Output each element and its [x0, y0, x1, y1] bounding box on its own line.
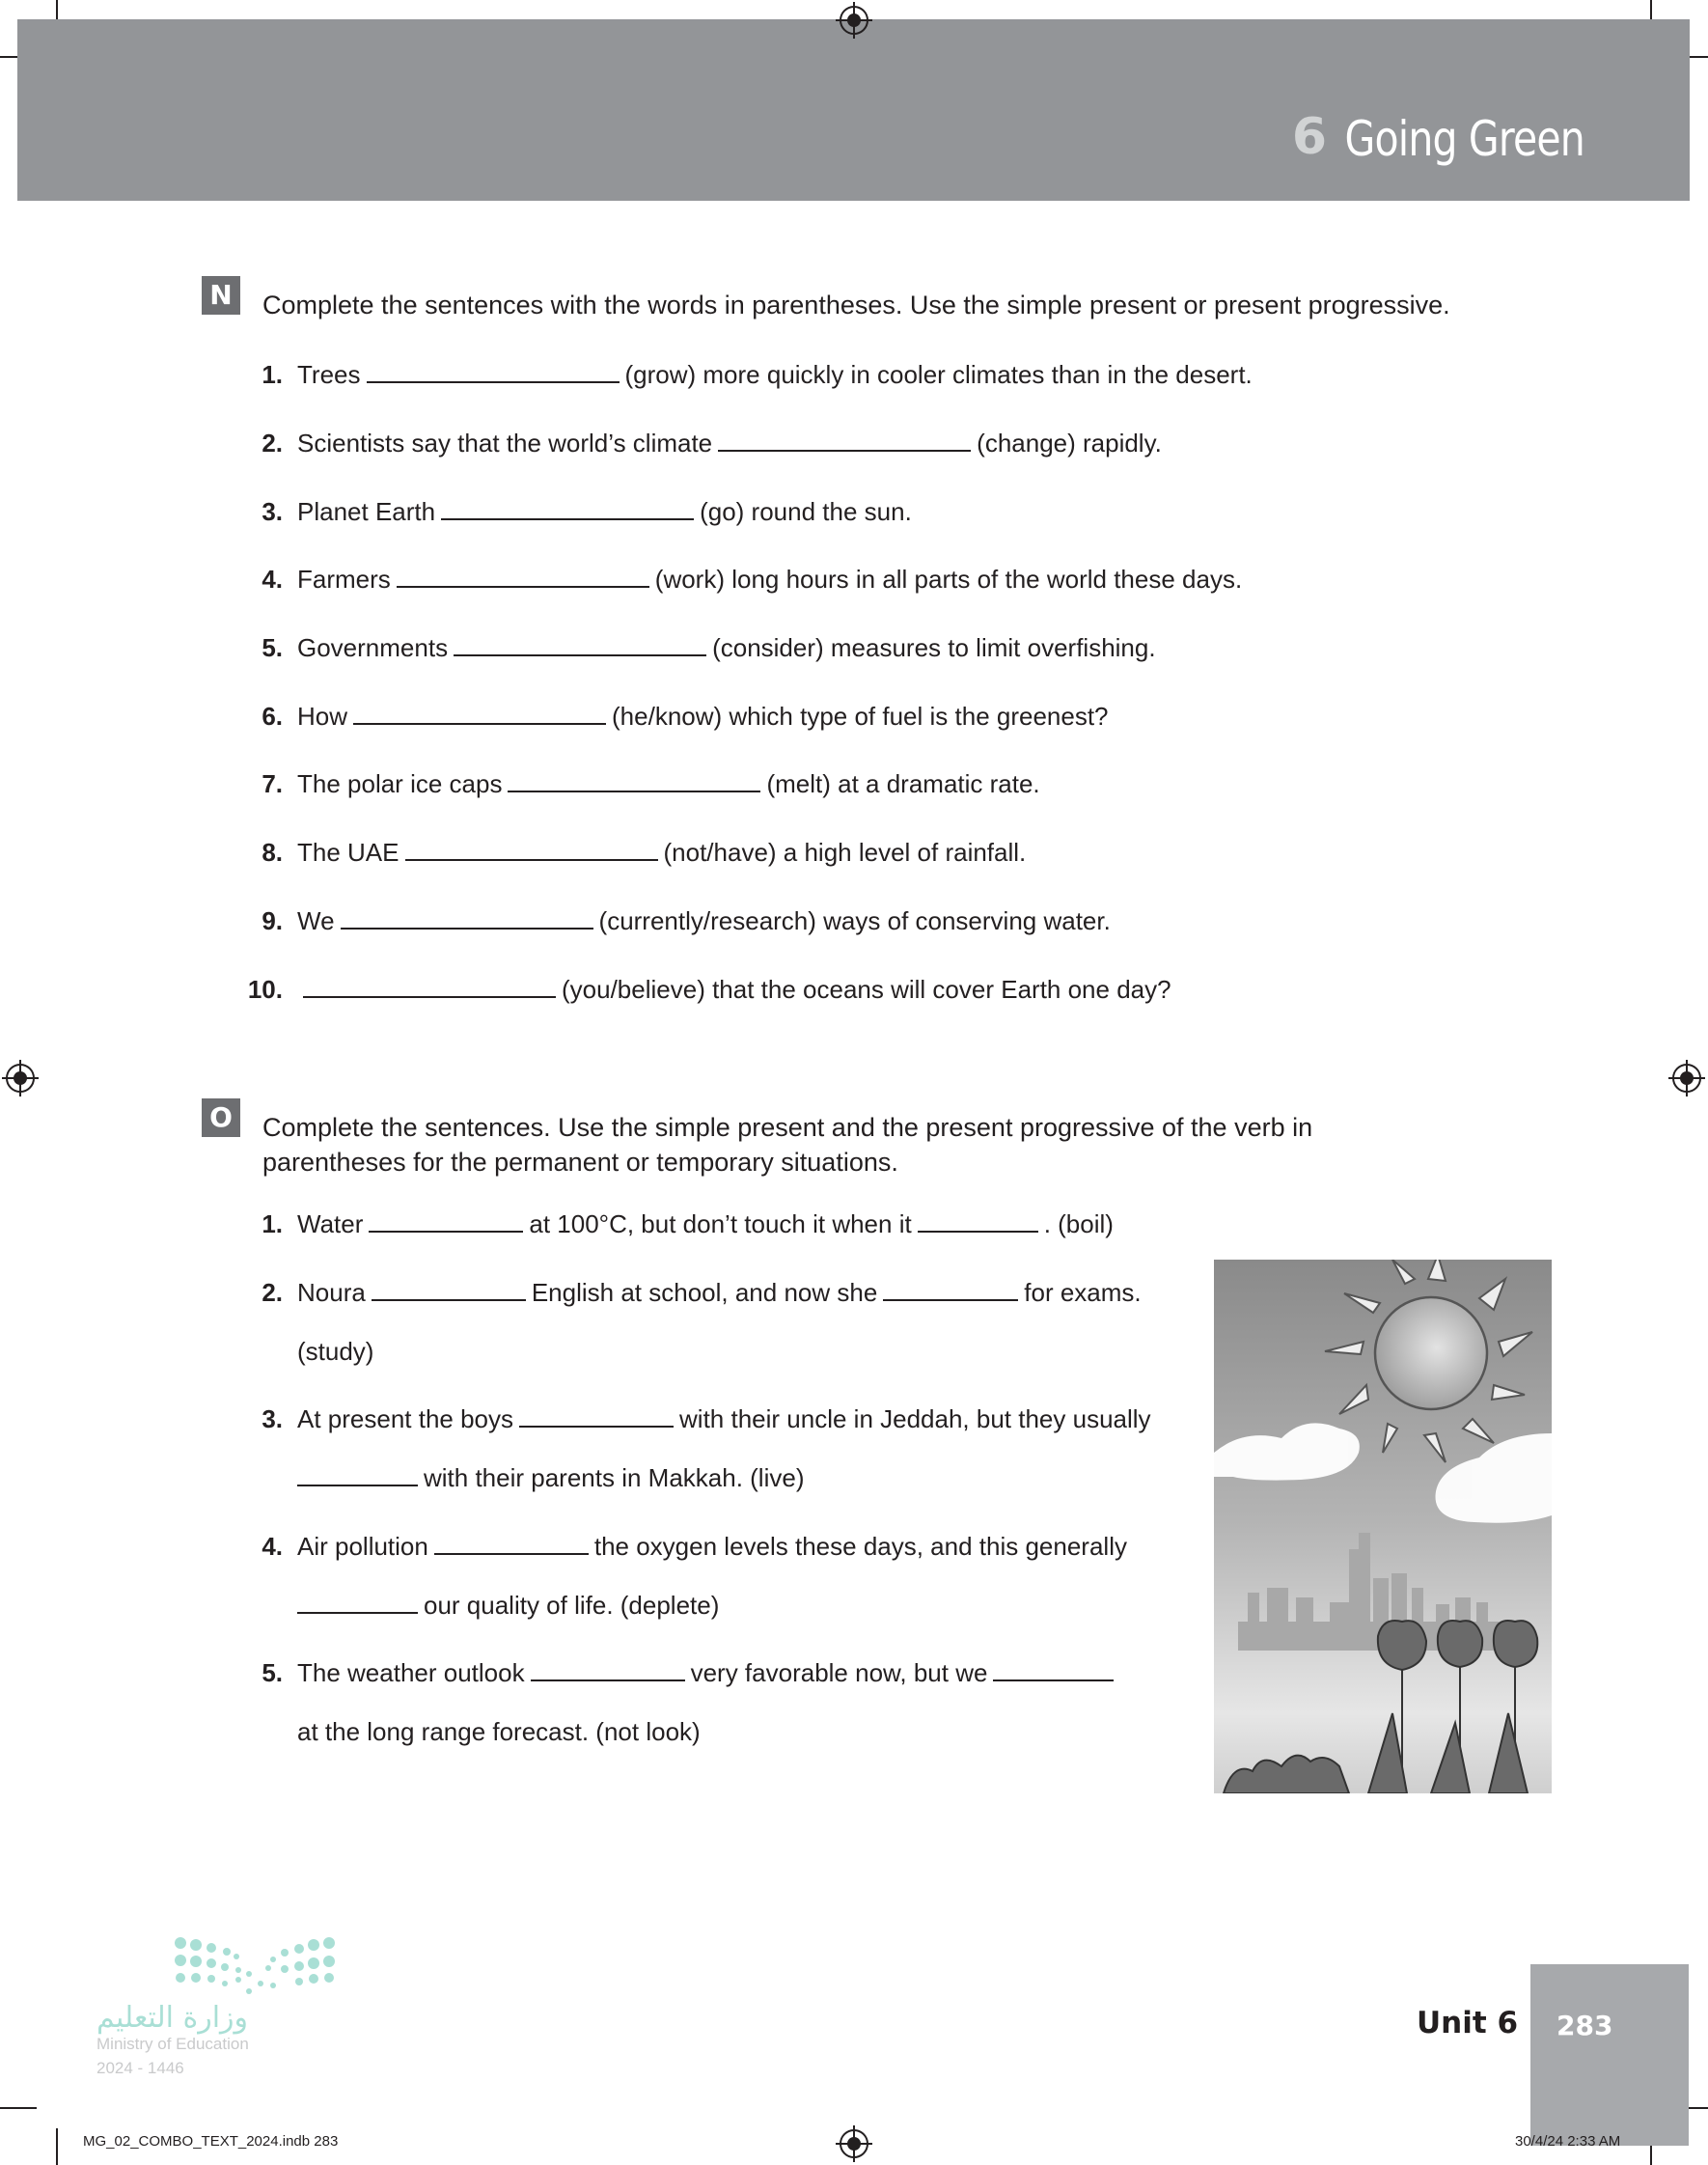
text-segment: very favorable now, but we: [690, 1658, 988, 1687]
text-after-blank: (consider) measures to limit overfishing.: [712, 633, 1156, 662]
registration-mark-icon: [1672, 1064, 1701, 1093]
section-badge-n: N: [202, 276, 240, 315]
item-text-line2: [297, 1588, 719, 1623]
chapter-number: 6: [1291, 108, 1327, 166]
item-number: 8.: [262, 838, 283, 867]
item-number: 2.: [262, 1278, 283, 1307]
answer-blank[interactable]: [405, 836, 658, 861]
text-before-blank: Scientists say that the world’s climate: [297, 429, 713, 458]
crop-mark: [56, 2128, 58, 2165]
answer-blank[interactable]: [297, 1461, 418, 1486]
answer-blank[interactable]: [372, 1276, 526, 1301]
item-text-line1: [297, 1275, 1142, 1310]
answer-blank[interactable]: [508, 767, 760, 792]
section-badge-o: O: [202, 1098, 240, 1137]
item-text-line1: [297, 1655, 1119, 1690]
item-text: [297, 835, 1026, 870]
item-text-line1: [297, 1207, 1114, 1241]
text-after-blank: (he/know) which type of fuel is the greenest?: [612, 702, 1109, 731]
item-number: 4.: [262, 1532, 283, 1561]
sun-clouds-city-flowers-illustration: [1214, 1260, 1552, 1793]
page-number-box: [1530, 1964, 1689, 2146]
print-slug-date: 30/4/24 2:33 AM: [1515, 2133, 1621, 2150]
answer-blank[interactable]: [718, 427, 971, 452]
crop-mark: [0, 2107, 37, 2109]
text-segment: with their parents in Makkah. (live): [424, 1463, 805, 1492]
text-before-blank: Planet Earth: [297, 497, 436, 526]
item-number: 6.: [262, 702, 283, 731]
answer-blank[interactable]: [454, 631, 706, 656]
text-segment: with their uncle in Jeddah, but they usually: [679, 1404, 1151, 1433]
item-number: 7.: [262, 769, 283, 798]
section-o-instruction-line2: parentheses for the permanent or temporary situations.: [262, 1148, 898, 1177]
item-text-line2: [297, 1334, 373, 1369]
item-number: 10.: [247, 975, 283, 1004]
answer-blank[interactable]: [303, 973, 556, 998]
item-number: 3.: [262, 1404, 283, 1433]
chapter-header-band: [17, 19, 1690, 201]
item-text: [297, 426, 1162, 460]
section-n-instruction: Complete the sentences with the words in parentheses. Use the simple present or present progressive.: [262, 291, 1450, 319]
text-after-blank: (work) long hours in all parts of the world these days.: [654, 565, 1243, 594]
item-text: [297, 630, 1156, 665]
item-number: 2.: [262, 429, 283, 458]
item-number: 5.: [262, 633, 283, 662]
answer-blank[interactable]: [519, 1402, 674, 1428]
text-before-blank: Farmers: [297, 565, 391, 594]
page-number: 283: [1556, 2010, 1613, 2041]
answer-blank[interactable]: [993, 1656, 1114, 1681]
answer-blank[interactable]: [353, 700, 606, 725]
text-after-blank: (currently/research) ways of conserving water.: [598, 906, 1111, 935]
item-text-line1: [297, 1402, 1151, 1436]
text-segment: at 100°C, but don’t touch it when it: [529, 1209, 912, 1238]
ministry-logo-arabic: وزارة التعليم: [96, 2001, 249, 2035]
text-before-blank: Trees: [297, 360, 361, 389]
answer-blank[interactable]: [367, 358, 620, 383]
text-after-blank: (grow) more quickly in cooler climates than in the desert.: [624, 360, 1253, 389]
text-segment: Water: [297, 1209, 364, 1238]
text-segment: . (boil): [1043, 1209, 1114, 1238]
answer-blank[interactable]: [397, 563, 649, 588]
ministry-logo-year: 2024 - 1446: [96, 2059, 184, 2077]
item-text: [297, 699, 1109, 734]
item-number: 9.: [262, 906, 283, 935]
text-before-blank: We: [297, 906, 335, 935]
answer-blank[interactable]: [297, 1589, 418, 1614]
section-o-instruction-line1: Complete the sentences. Use the simple present and the present progressive of the verb in: [262, 1113, 1313, 1142]
item-text: [297, 972, 1171, 1007]
item-text: [297, 903, 1111, 938]
item-number: 5.: [262, 1658, 283, 1687]
text-after-blank: (melt) at a dramatic rate.: [766, 769, 1040, 798]
answer-blank[interactable]: [434, 1530, 589, 1555]
text-after-blank: (you/believe) that the oceans will cover Earth one day?: [562, 975, 1171, 1004]
text-segment: Air pollution: [297, 1532, 428, 1561]
item-text-line2: [297, 1714, 701, 1749]
unit-label: Unit 6: [1417, 2006, 1519, 2040]
item-text-line1: [297, 1529, 1127, 1564]
registration-mark-icon: [840, 2129, 868, 2158]
answer-blank[interactable]: [531, 1656, 685, 1681]
text-segment: at the long range forecast. (not look): [297, 1717, 701, 1746]
text-segment: the oxygen levels these days, and this generally: [593, 1532, 1127, 1561]
item-number: 3.: [262, 497, 283, 526]
print-slug-file: MG_02_COMBO_TEXT_2024.indb 283: [83, 2133, 339, 2150]
answer-blank[interactable]: [441, 495, 694, 520]
item-text: [297, 494, 912, 529]
item-text: [297, 766, 1040, 801]
item-text: [297, 357, 1253, 392]
chapter-title: Going Green: [1344, 111, 1584, 167]
text-after-blank: (not/have) a high level of rainfall.: [663, 838, 1027, 867]
text-segment: The weather outlook: [297, 1658, 525, 1687]
text-before-blank: How: [297, 702, 348, 731]
text-after-blank: (go) round the sun.: [700, 497, 912, 526]
text-segment: for exams.: [1024, 1278, 1142, 1307]
item-number: 1.: [262, 1209, 283, 1238]
item-number: 1.: [262, 360, 283, 389]
text-after-blank: (change) rapidly.: [977, 429, 1162, 458]
text-segment: (study): [297, 1337, 374, 1366]
sun: [1375, 1297, 1487, 1409]
answer-blank[interactable]: [341, 904, 593, 930]
item-number: 4.: [262, 565, 283, 594]
item-text: [297, 562, 1242, 597]
answer-blank[interactable]: [369, 1207, 523, 1233]
text-segment: our quality of life. (deplete): [424, 1591, 720, 1620]
text-before-blank: Governments: [297, 633, 449, 662]
text-segment: Noura: [297, 1278, 366, 1307]
text-segment: English at school, and now she: [531, 1278, 878, 1307]
text-before-blank: The polar ice caps: [297, 769, 503, 798]
ministry-logo-english: Ministry of Education: [96, 2035, 249, 2053]
answer-blank[interactable]: [883, 1276, 1018, 1301]
answer-blank[interactable]: [918, 1207, 1038, 1233]
text-before-blank: The UAE: [297, 838, 399, 867]
item-text-line2: [297, 1460, 804, 1495]
registration-mark-icon: [6, 1064, 35, 1093]
text-segment: At present the boys: [297, 1404, 514, 1433]
registration-mark-icon: [840, 6, 868, 35]
